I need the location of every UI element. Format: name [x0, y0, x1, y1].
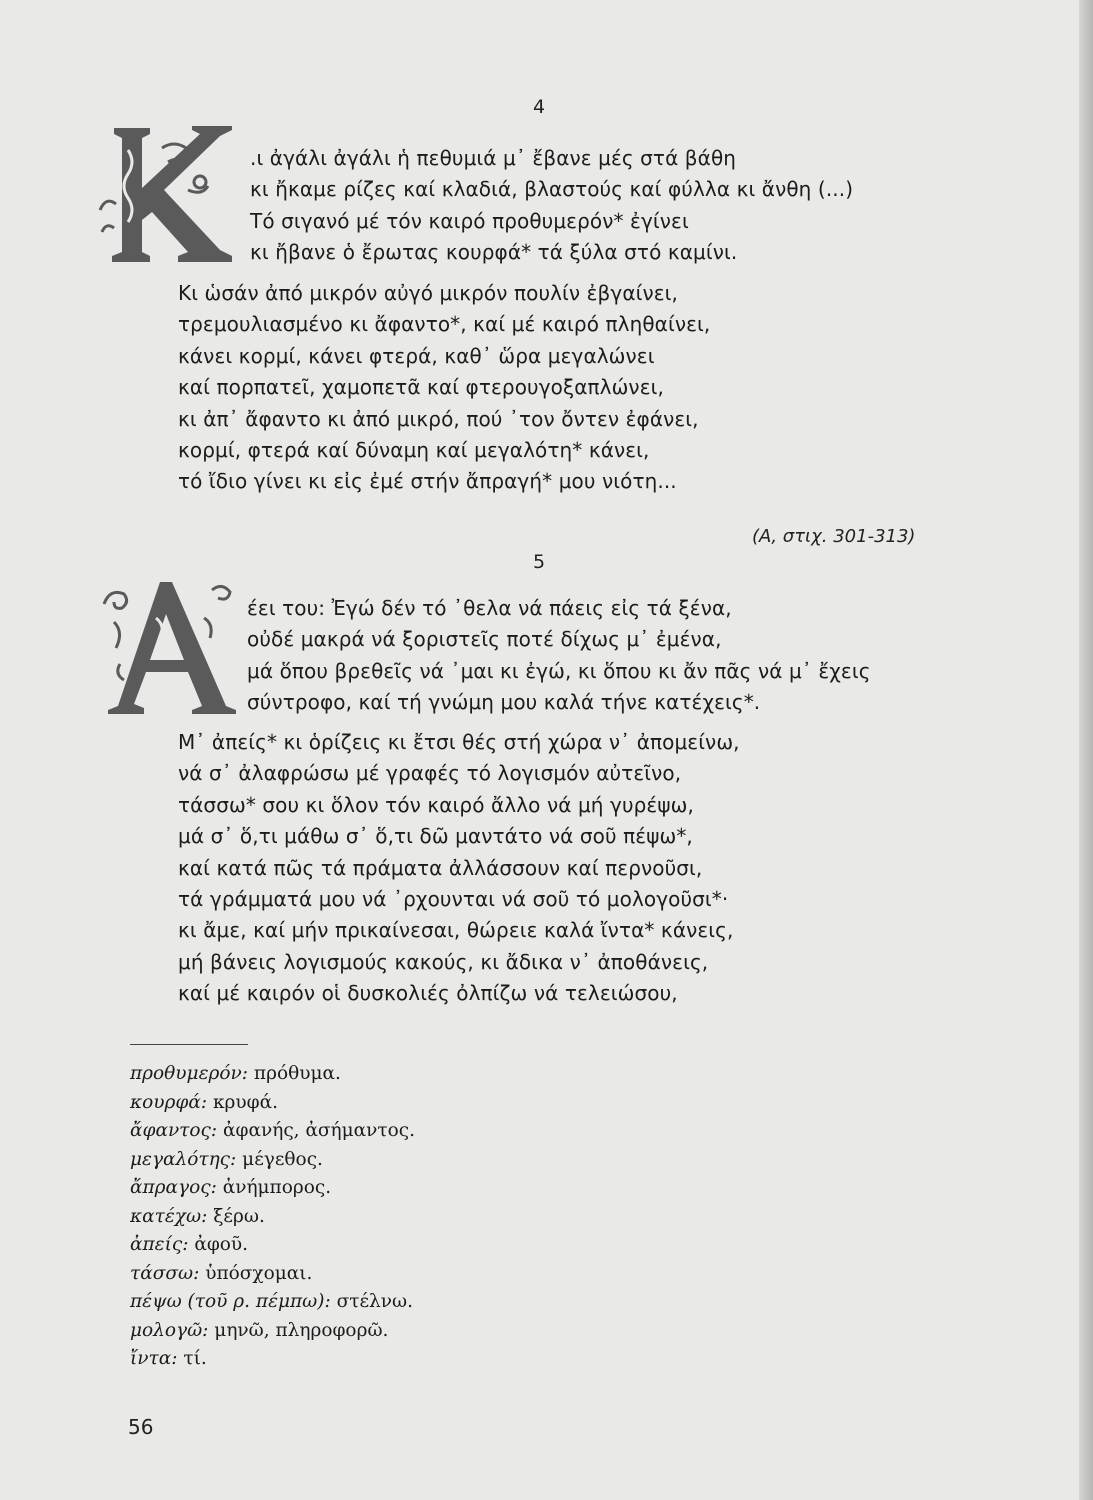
verse-line: έει του: Ἐγώ δέν τό ᾽θελα νά πάεις εἰς τά ξένα, — [247, 596, 732, 620]
verse-line: .ι ἀγάλι ἀγάλι ἡ πεθυμιά μ᾽ ἔβανε μές στά βάθη — [250, 146, 737, 170]
glossary-term: κατέχω: — [130, 1205, 208, 1227]
glossary-definition: μηνῶ, πληροφορῶ. — [214, 1319, 389, 1341]
verse-line: τάσσω* σου κι ὅλον τόν καιρό ἄλλο νά μή γυρέψω, — [178, 792, 694, 817]
verse-line: σύντροφο, καί τή γνώμη μου καλά τήνε κατέχεις*. — [247, 690, 761, 715]
verse-line: καί πορπατεῖ, χαμοπετᾶ καί φτερουγοξαπλώνει, — [178, 375, 664, 400]
glossary-entry — [130, 1260, 415, 1289]
glossary-entry — [130, 1089, 415, 1118]
glossary-definition: ἀνήμπορος. — [222, 1177, 332, 1198]
page-edge — [1079, 0, 1093, 1500]
verse-line: νά σ᾽ ἀλαφρώσω μέ γραφές τό λογισμόν αὐτεῖνο, — [178, 761, 682, 786]
section-number-4: 4 — [533, 96, 546, 118]
verse-line: κι ἤκαμε ρίζες καί κλαδιά, βλαστούς καί φύλλα κι ἄνθη (...) — [250, 177, 854, 202]
section-number-5: 5 — [533, 551, 546, 573]
glossary-definition: ἀφανής, ἀσήμαντος. — [223, 1120, 416, 1141]
glossary-entry — [130, 1317, 415, 1346]
glossary-definition: ἀφοῦ. — [194, 1234, 249, 1255]
glossary-term: πέψω (τοῦ ρ. πέμπω): — [130, 1291, 331, 1312]
glossary-term: προθυμερόν: — [130, 1063, 249, 1084]
drop-cap-k — [92, 120, 242, 270]
verse-line: μά ὅπου βρεθεῖς νά ᾽μαι κι ἐγώ, κι ὅπου κι ἄν πᾶς νά μ᾽ ἔχεις — [247, 658, 871, 683]
verse-line: τό ἴδιο γίνει κι εἰς ἐμέ στήν ἄπραγή* μου νιότη... — [178, 469, 677, 494]
glossary-term: ἄπραγος: — [130, 1177, 217, 1198]
page-number: 56 — [128, 1415, 154, 1439]
verse-line: καί μέ καιρόν οἱ δυσκολιές ὀλπίζω νά τελειώσου, — [178, 981, 678, 1006]
glossary-term: τάσσω: — [130, 1262, 200, 1284]
verse-line: κι ἤβανε ὁ ἔρωτας κουρφά* τά ξύλα στό καμίνι. — [250, 240, 738, 265]
glossary-definition: ξέρω. — [213, 1205, 265, 1227]
verse-line: τά γράμματά μου νά ᾽ρχουνται νά σοῦ τό μολογοῦσι*· — [178, 886, 729, 911]
glossary-definition: τί. — [183, 1348, 207, 1369]
glossary-entry — [130, 1345, 415, 1374]
footnote-divider — [130, 1044, 248, 1045]
glossary-term: κουρφά: — [130, 1091, 208, 1113]
glossary-entry — [130, 1288, 415, 1317]
drop-cap-a-ornament — [100, 578, 245, 718]
glossary-definition: πρόθυμα. — [253, 1063, 341, 1084]
section-4-lines — [178, 278, 710, 498]
glossary-term: μολογῶ: — [130, 1319, 209, 1341]
verse-reference: (Α, στιχ. 301-313) — [752, 526, 916, 547]
glossary-term: ἄφαντος: — [130, 1120, 218, 1141]
glossary-definition: μέγεθος. — [242, 1148, 323, 1170]
verse-line: καί κατά πῶς τά πράματα ἀλλάσσουν καί περνοῦσι, — [178, 855, 703, 880]
glossary-entry — [130, 1174, 415, 1203]
verse-line: μά σ᾽ ὅ,τι μάθω σ᾽ ὅ,τι δῶ μαντάτο νά σοῦ πέψω*, — [178, 824, 693, 849]
glossary-entry — [130, 1203, 415, 1232]
verse-line: κι ἀπ᾽ ἄφαντο κι ἀπό μικρό, πού ᾽τον ὄντεν ἐφάνει, — [178, 406, 699, 431]
glossary-entry — [130, 1117, 415, 1146]
glossary-term: ἀπείς: — [130, 1234, 189, 1255]
verse-line: τρεμουλιασμένο κι ἄφαντο*, καί μέ καιρό πληθαίνει, — [178, 312, 711, 337]
glossary-term: μεγαλότης: — [130, 1148, 237, 1170]
verse-line: Μ᾽ ἀπείς* κι ὁρίζεις κι ἔτσι θές στή χώρα ν᾽ ἀπομείνω, — [178, 730, 740, 754]
section-4-indented-lines — [250, 143, 853, 269]
section-5-lines — [178, 727, 740, 1010]
glossary-entry — [130, 1146, 415, 1175]
glossary-list — [130, 1060, 415, 1374]
verse-line: Κι ὡσάν ἀπό μικρόν αὐγό μικρόν πουλίν ἐβγαίνει, — [178, 281, 679, 305]
verse-line: κορμί, φτερά καί δύναμη καί μεγαλότη* κάνει, — [178, 437, 650, 462]
section-5-indented-lines — [247, 593, 871, 719]
verse-line: κι ἄμε, καί μήν πρικαίνεσαι, θώρειε καλά ἴντα* κάνεις, — [178, 918, 734, 943]
glossary-definition: κρυφά. — [212, 1091, 278, 1113]
glossary-entry — [130, 1060, 415, 1089]
verse-line: οὐδέ μακρά νά ξοριστεῖς ποτέ δίχως μ᾽ ἐμένα, — [247, 627, 722, 652]
drop-cap-k-ornament — [92, 120, 242, 270]
glossary-entry — [130, 1231, 415, 1260]
verse-line: Τό σιγανό μέ τόν καιρό προθυμερόν* ἐγίνει — [250, 208, 689, 233]
glossary-definition: στέλνω. — [336, 1291, 413, 1312]
drop-cap-a — [100, 578, 245, 718]
glossary-term: ἴντα: — [130, 1348, 178, 1369]
verse-line: μή βάνεις λογισμούς κακούς, κι ἄδικα ν᾽ ἀποθάνεις, — [178, 949, 709, 974]
glossary-definition: ὑπόσχομαι. — [205, 1262, 313, 1284]
verse-line: κάνει κορμί, κάνει φτερά, καθ᾽ ὥρα μεγαλώνει — [178, 343, 655, 368]
